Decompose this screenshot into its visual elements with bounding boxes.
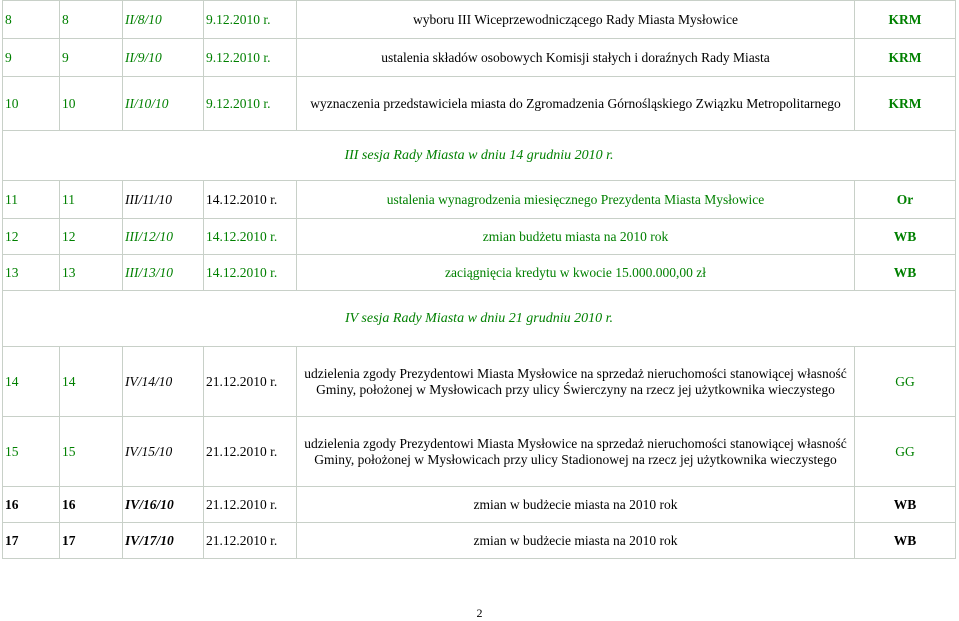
table-row — [3, 417, 956, 487]
resolution-date: 9.12.2010 r. — [204, 39, 297, 77]
committee-code: WB — [855, 487, 956, 523]
resolution-symbol: III/11/10 — [123, 181, 204, 219]
table-row — [3, 347, 956, 417]
resolution-subject: ustalenia wynagrodzenia miesięcznego Prezydenta Miasta Mysłowice — [297, 181, 855, 219]
resolution-symbol: II/9/10 — [123, 39, 204, 77]
session-header: IV sesja Rady Miasta w dniu 21 grudniu 2010 r. — [3, 291, 956, 347]
resolution-position: 12 — [60, 219, 123, 255]
resolution-symbol: IV/15/10 — [123, 417, 204, 487]
committee-code: GG — [855, 347, 956, 417]
resolution-subject: zmian budżetu miasta na 2010 rok — [297, 219, 855, 255]
committee-code: KRM — [855, 1, 956, 39]
resolution-symbol: II/10/10 — [123, 77, 204, 131]
resolution-subject: wyboru III Wiceprzewodniczącego Rady Miasta Mysłowice — [297, 1, 855, 39]
resolution-position: 11 — [60, 181, 123, 219]
resolution-position: 9 — [60, 39, 123, 77]
resolution-subject: zmian w budżecie miasta na 2010 rok — [297, 523, 855, 559]
committee-code: GG — [855, 417, 956, 487]
resolution-symbol: III/12/10 — [123, 219, 204, 255]
resolution-position: 15 — [60, 417, 123, 487]
row-number: 14 — [3, 347, 60, 417]
resolution-date: 21.12.2010 r. — [204, 417, 297, 487]
resolution-subject: zaciągnięcia kredytu w kwocie 15.000.000,00 zł — [297, 255, 855, 291]
resolution-subject: ustalenia składów osobowych Komisji stałych i doraźnych Rady Miasta — [297, 39, 855, 77]
resolution-subject: udzielenia zgody Prezydentowi Miasta Mysłowice na sprzedaż nieruchomości stanowiącej własność Gminy, położonej w Mysłowicach przy ulicy Świerczyny na rzecz jej użytkownika wieczystego — [297, 347, 855, 417]
committee-code: Or — [855, 181, 956, 219]
table-row — [3, 1, 956, 39]
resolutions-body — [3, 1, 956, 559]
committee-code: KRM — [855, 77, 956, 131]
resolution-date: 9.12.2010 r. — [204, 1, 297, 39]
committee-code: WB — [855, 523, 956, 559]
session-header: III sesja Rady Miasta w dniu 14 grudniu 2010 r. — [3, 131, 956, 181]
resolution-date: 21.12.2010 r. — [204, 487, 297, 523]
resolution-date: 14.12.2010 r. — [204, 255, 297, 291]
resolution-symbol: IV/17/10 — [123, 523, 204, 559]
session-header-row — [3, 291, 956, 347]
resolution-symbol: IV/16/10 — [123, 487, 204, 523]
table-row — [3, 39, 956, 77]
row-number: 11 — [3, 181, 60, 219]
row-number: 10 — [3, 77, 60, 131]
committee-code: KRM — [855, 39, 956, 77]
resolution-subject: udzielenia zgody Prezydentowi Miasta Mysłowice na sprzedaż nieruchomości stanowiącej własność Gminy, położonej w Mysłowicach przy ulicy Stadionowej na rzecz jej użytkownika wieczystego — [297, 417, 855, 487]
resolution-position: 14 — [60, 347, 123, 417]
resolution-symbol: II/8/10 — [123, 1, 204, 39]
page-number: 2 — [476, 606, 483, 620]
resolution-date: 9.12.2010 r. — [204, 77, 297, 131]
row-number: 8 — [3, 1, 60, 39]
table-row — [3, 487, 956, 523]
resolution-date: 14.12.2010 r. — [204, 181, 297, 219]
committee-code: WB — [855, 255, 956, 291]
row-number: 17 — [3, 523, 60, 559]
table-row — [3, 255, 956, 291]
table-row — [3, 219, 956, 255]
resolution-symbol: IV/14/10 — [123, 347, 204, 417]
resolution-position: 16 — [60, 487, 123, 523]
row-number: 9 — [3, 39, 60, 77]
resolution-position: 8 — [60, 1, 123, 39]
resolution-position: 10 — [60, 77, 123, 131]
session-header-row — [3, 131, 956, 181]
resolution-date: 14.12.2010 r. — [204, 219, 297, 255]
resolution-position: 13 — [60, 255, 123, 291]
resolution-subject: wyznaczenia przedstawiciela miasta do Zgromadzenia Górnośląskiego Związku Metropolitarnego — [297, 77, 855, 131]
committee-code: WB — [855, 219, 956, 255]
table-row — [3, 77, 956, 131]
row-number: 15 — [3, 417, 60, 487]
resolutions-table — [2, 0, 956, 559]
resolution-date: 21.12.2010 r. — [204, 347, 297, 417]
row-number: 16 — [3, 487, 60, 523]
row-number: 13 — [3, 255, 60, 291]
row-number: 12 — [3, 219, 60, 255]
resolution-subject: zmian w budżecie miasta na 2010 rok — [297, 487, 855, 523]
table-row — [3, 181, 956, 219]
resolution-date: 21.12.2010 r. — [204, 523, 297, 559]
resolution-symbol: III/13/10 — [123, 255, 204, 291]
resolution-position: 17 — [60, 523, 123, 559]
table-row — [3, 523, 956, 559]
